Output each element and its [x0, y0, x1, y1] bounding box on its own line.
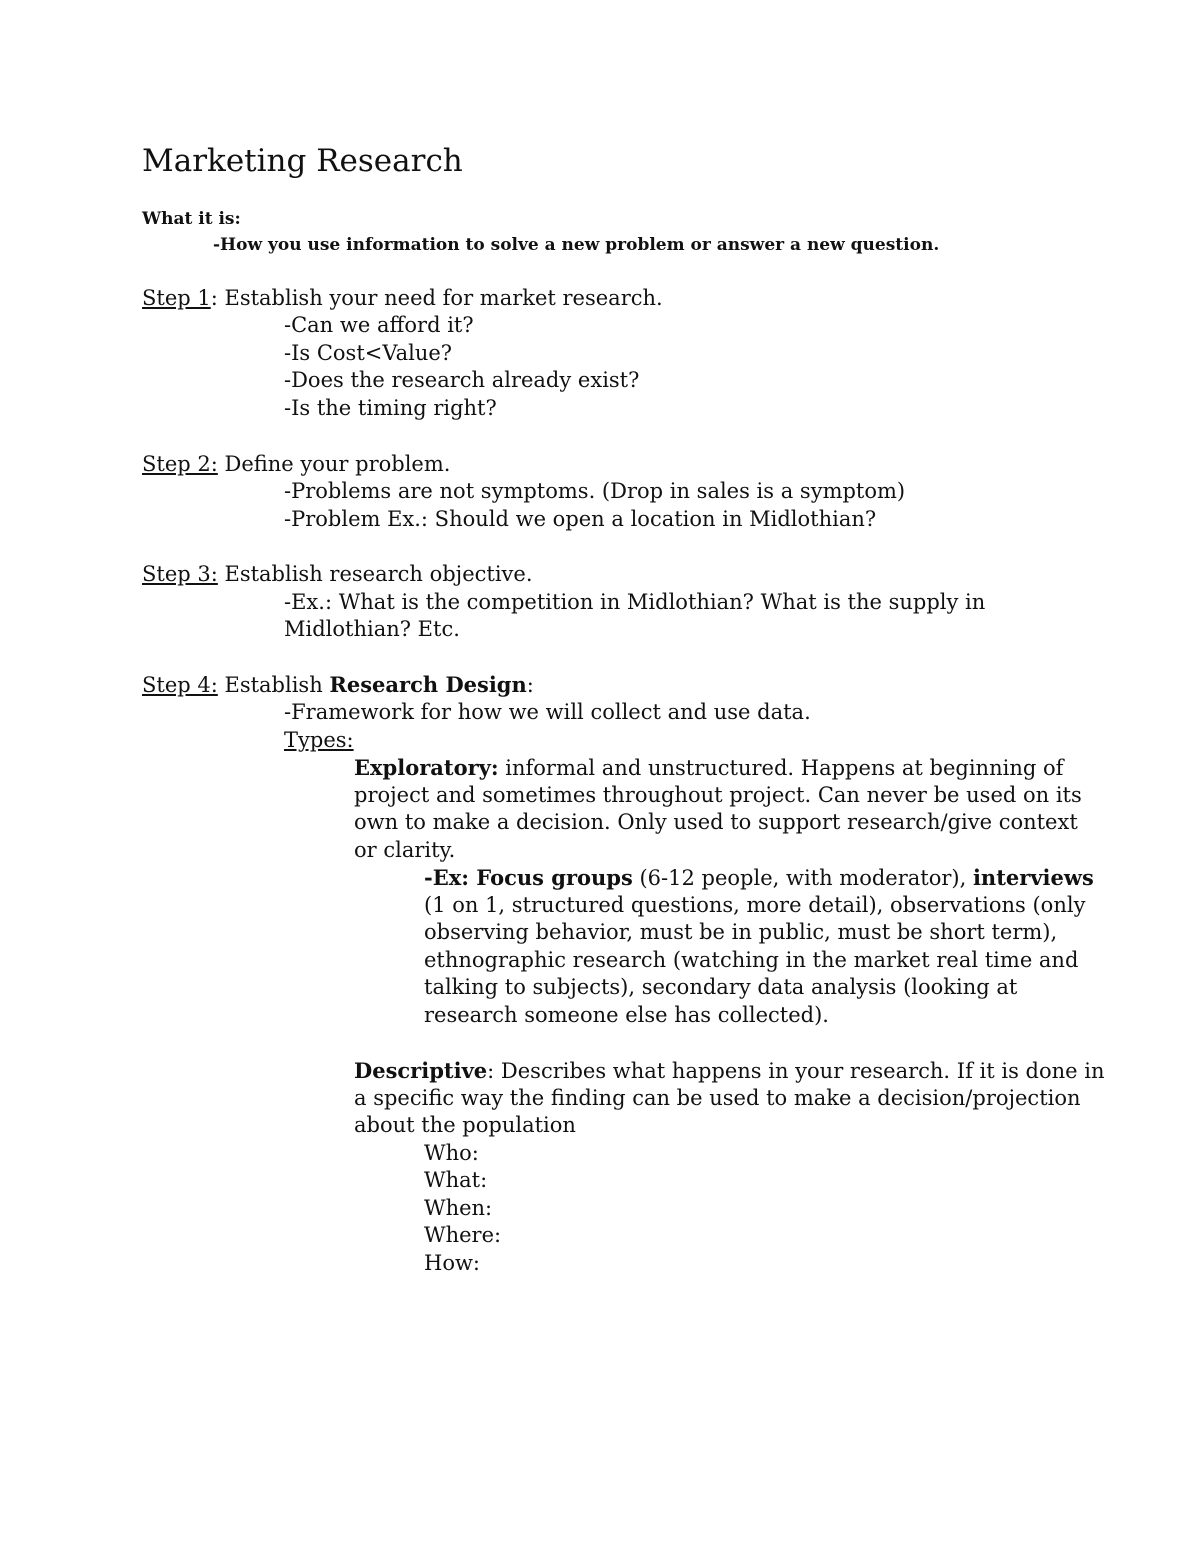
exploratory-example-line: research someone else has collected). [424, 1003, 829, 1027]
framework-text: -Framework for how we will collect and use data. [284, 700, 811, 724]
step2-heading-text: Define your problem. [217, 452, 451, 476]
descriptive-prompt-who: Who: [424, 1141, 479, 1165]
exploratory-term: Exploratory: [354, 755, 499, 780]
step1-item: -Can we afford it? [284, 313, 474, 337]
step3-heading [142, 561, 533, 588]
what-it-is-label: What it is: [142, 209, 241, 229]
descriptive-line: about the population [354, 1113, 576, 1137]
step2-item: -Problem Ex.: Should we open a location in Midlothian? [284, 507, 877, 531]
descriptive-prompt-where: Where: [424, 1223, 502, 1247]
step4-heading-text: Establish [217, 673, 330, 697]
page-title: Marketing Research [142, 143, 463, 179]
example-label: -Ex: Focus groups [424, 865, 633, 890]
descriptive-term: Descriptive [354, 1058, 488, 1083]
descriptive-prompt-when: When: [424, 1196, 493, 1220]
example-text: (6-12 people, with moderator), [632, 866, 973, 890]
step2-label: Step 2: [142, 452, 218, 476]
exploratory-line: or clarity. [354, 838, 456, 862]
step1-heading-text: : Establish your need for market research. [210, 286, 663, 310]
exploratory-example-line: ethnographic research (watching in the market real time and [424, 948, 1079, 972]
step3-item: -Ex.: What is the competition in Midlothian? What is the supply in [284, 590, 986, 614]
exploratory-example-line: observing behavior, must be in public, must be short term), [424, 920, 1058, 944]
exploratory-example-line: talking to subjects), secondary data analysis (looking at [424, 975, 1018, 999]
step1-item: -Is Cost<Value? [284, 341, 453, 365]
exploratory-line: project and sometimes throughout project. Can never be used on its [354, 783, 1082, 807]
descriptive-line [354, 1057, 1104, 1085]
exploratory-text: informal and unstructured. Happens at beginning of [498, 756, 1064, 780]
interviews-term: interviews [972, 865, 1094, 890]
step4-heading-colon: : [526, 673, 534, 697]
step3-label: Step 3: [142, 562, 218, 586]
exploratory-example-line: (1 on 1, structured questions, more detail), observations (only [424, 893, 1086, 917]
step4-label: Step 4: [142, 673, 218, 697]
step3-heading-text: Establish research objective. [217, 562, 533, 586]
exploratory-line: own to make a decision. Only used to support research/give context [354, 810, 1078, 834]
descriptive-prompt-how: How: [424, 1251, 481, 1275]
descriptive-prompt-what: What: [424, 1168, 488, 1192]
step2-heading [142, 451, 450, 478]
step1-label: Step 1 [142, 286, 211, 310]
what-it-is-text: -How you use information to solve a new problem or answer a new question. [213, 235, 940, 255]
step3-item: Midlothian? Etc. [284, 617, 460, 641]
step1-item: -Is the timing right? [284, 396, 497, 420]
step1-heading [142, 285, 663, 312]
types-label: Types: [284, 728, 354, 752]
descriptive-line: a specific way the finding can be used to make a decision/projection [354, 1086, 1081, 1110]
exploratory-line [354, 754, 1063, 782]
descriptive-text: : Describes what happens in your research. If it is done in [487, 1059, 1105, 1083]
exploratory-example-line [424, 864, 1094, 892]
step2-item: -Problems are not symptoms. (Drop in sales is a symptom) [284, 479, 906, 503]
step4-heading [142, 671, 534, 699]
step1-item: -Does the research already exist? [284, 368, 640, 392]
research-design-term: Research Design [329, 672, 527, 697]
